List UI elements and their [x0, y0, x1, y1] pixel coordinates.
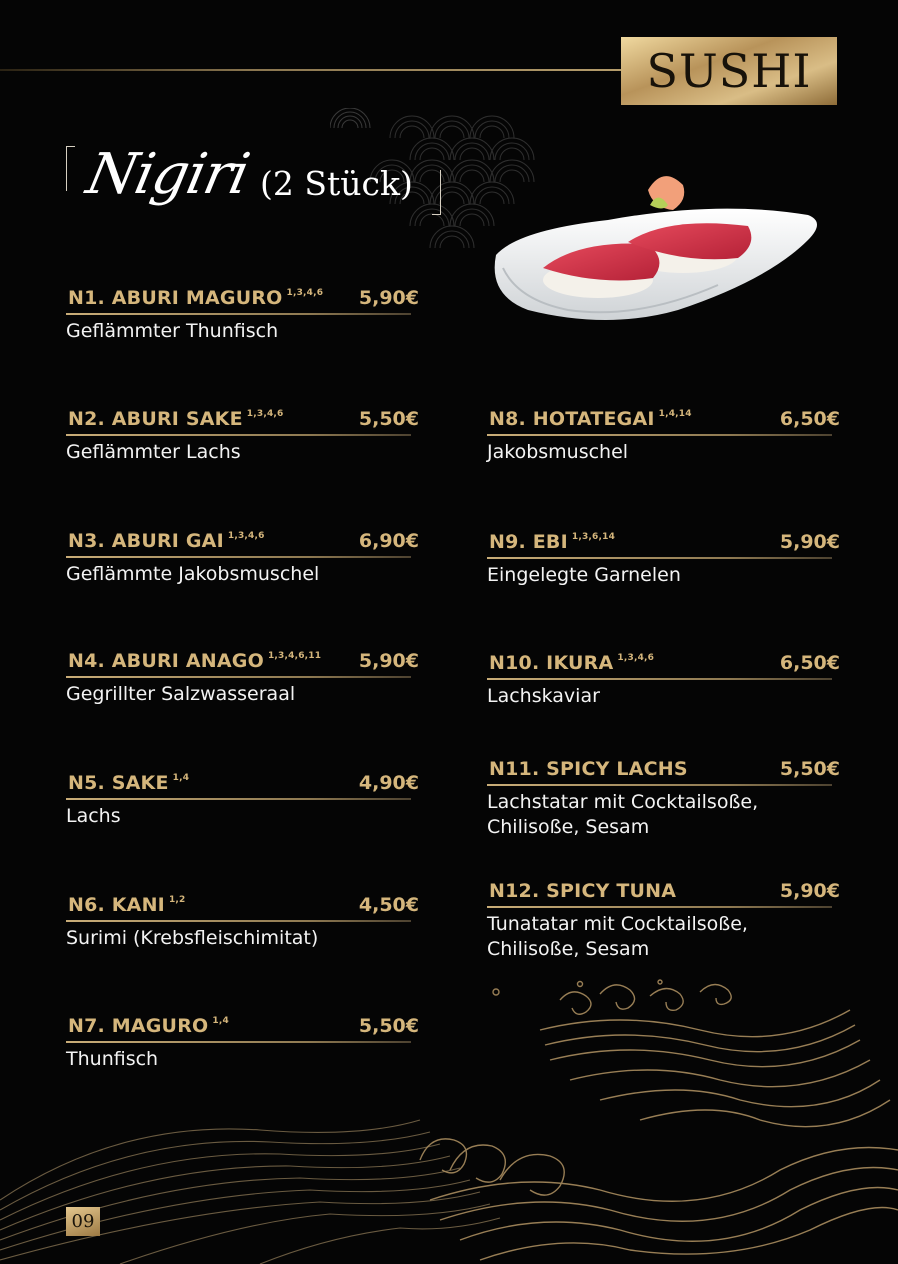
menu-item-n5 [66, 772, 419, 829]
item-price: 5,90€ [358, 650, 419, 672]
item-price: 5,90€ [779, 531, 840, 553]
item-name: N11. SPICY LACHS [489, 758, 688, 780]
item-divider [487, 906, 832, 908]
item-description-line: Chilisoße, Sesam [487, 816, 650, 838]
menu-item-n3 [66, 530, 419, 587]
item-price: 6,50€ [779, 652, 840, 674]
menu-item-n1 [66, 287, 419, 344]
item-name: N8. HOTATEGAI $^{1,4,14}$ [489, 408, 692, 430]
item-description: Geflämmter Lachs [66, 441, 241, 463]
menu-item-n8 [487, 408, 840, 465]
menu-item-n9 [487, 531, 840, 588]
item-divider [66, 556, 411, 558]
item-description: Lachs [66, 805, 121, 827]
menu-item-n2 [66, 408, 419, 465]
item-name: N1. ABURI MAGURO $^{1,3,4,6}$ [68, 287, 324, 309]
item-price: 6,50€ [779, 408, 840, 430]
menu-item-n6 [66, 894, 419, 951]
item-divider [487, 557, 832, 559]
item-name: N4. ABURI ANAGO $^{1,3,4,6,11}$ [68, 650, 322, 672]
item-price: 5,50€ [358, 1015, 419, 1037]
item-name: N7. MAGURO $^{1,4}$ [68, 1015, 229, 1037]
item-name: N3. ABURI GAI $^{1,3,4,6}$ [68, 530, 265, 552]
section-title-script: Nigiri [81, 142, 255, 207]
item-divider [487, 784, 832, 786]
category-title: SUSHI [646, 44, 812, 98]
item-description-line: Chilisoße, Sesam [487, 938, 650, 960]
item-divider [66, 676, 411, 678]
item-name: N2. ABURI SAKE $^{1,3,4,6}$ [68, 408, 284, 430]
item-divider [487, 434, 832, 436]
section-title-sub: (2 Stück) [260, 164, 413, 203]
item-divider [66, 434, 411, 436]
item-price: 4,90€ [358, 772, 419, 794]
item-price: 4,50€ [358, 894, 419, 916]
bracket-left [66, 146, 75, 191]
header-rule [0, 69, 625, 71]
item-name: N10. IKURA $^{1,3,4,6}$ [489, 652, 655, 674]
category-badge [621, 37, 837, 105]
item-price: 5,90€ [779, 880, 840, 902]
item-divider [487, 678, 832, 680]
item-name: N9. EBI $^{1,3,6,14}$ [489, 531, 616, 553]
menu-item-n12 [487, 880, 840, 962]
item-description: Eingelegte Garnelen [487, 564, 681, 586]
item-description: Geflämmter Thunfisch [66, 320, 279, 342]
item-description: Geflämmte Jakobsmuschel [66, 563, 320, 585]
item-description: Lachskaviar [487, 685, 600, 707]
menu-item-n4 [66, 650, 419, 707]
menu-item-n10 [487, 652, 840, 709]
item-description: Surimi (Krebsfleischimitat) [66, 927, 319, 949]
item-description [487, 912, 832, 962]
item-price: 5,50€ [779, 758, 840, 780]
item-description: Jakobsmuschel [487, 441, 629, 463]
item-description: Thunfisch [66, 1048, 159, 1070]
section-heading [66, 140, 446, 220]
item-description [487, 790, 832, 840]
item-price: 5,90€ [358, 287, 419, 309]
bracket-right [432, 170, 441, 215]
item-description-line: Lachstatar mit Cocktailsoße, [487, 791, 759, 813]
item-price: 6,90€ [358, 530, 419, 552]
item-description-line: Tunatatar mit Cocktailsoße, [487, 913, 748, 935]
page-number: 09 [66, 1207, 100, 1236]
nigiri-plate-image [488, 160, 823, 332]
item-divider [66, 920, 411, 922]
item-name: N6. KANI $^{1,2}$ [68, 894, 186, 916]
item-name: N5. SAKE $^{1,4}$ [68, 772, 190, 794]
item-divider [66, 798, 411, 800]
item-divider [66, 313, 411, 315]
menu-item-n11 [487, 758, 840, 840]
item-name: N12. SPICY TUNA [489, 880, 677, 902]
item-description: Gegrillter Salzwasseraal [66, 683, 296, 705]
item-price: 5,50€ [358, 408, 419, 430]
great-wave-decoration [0, 970, 898, 1264]
